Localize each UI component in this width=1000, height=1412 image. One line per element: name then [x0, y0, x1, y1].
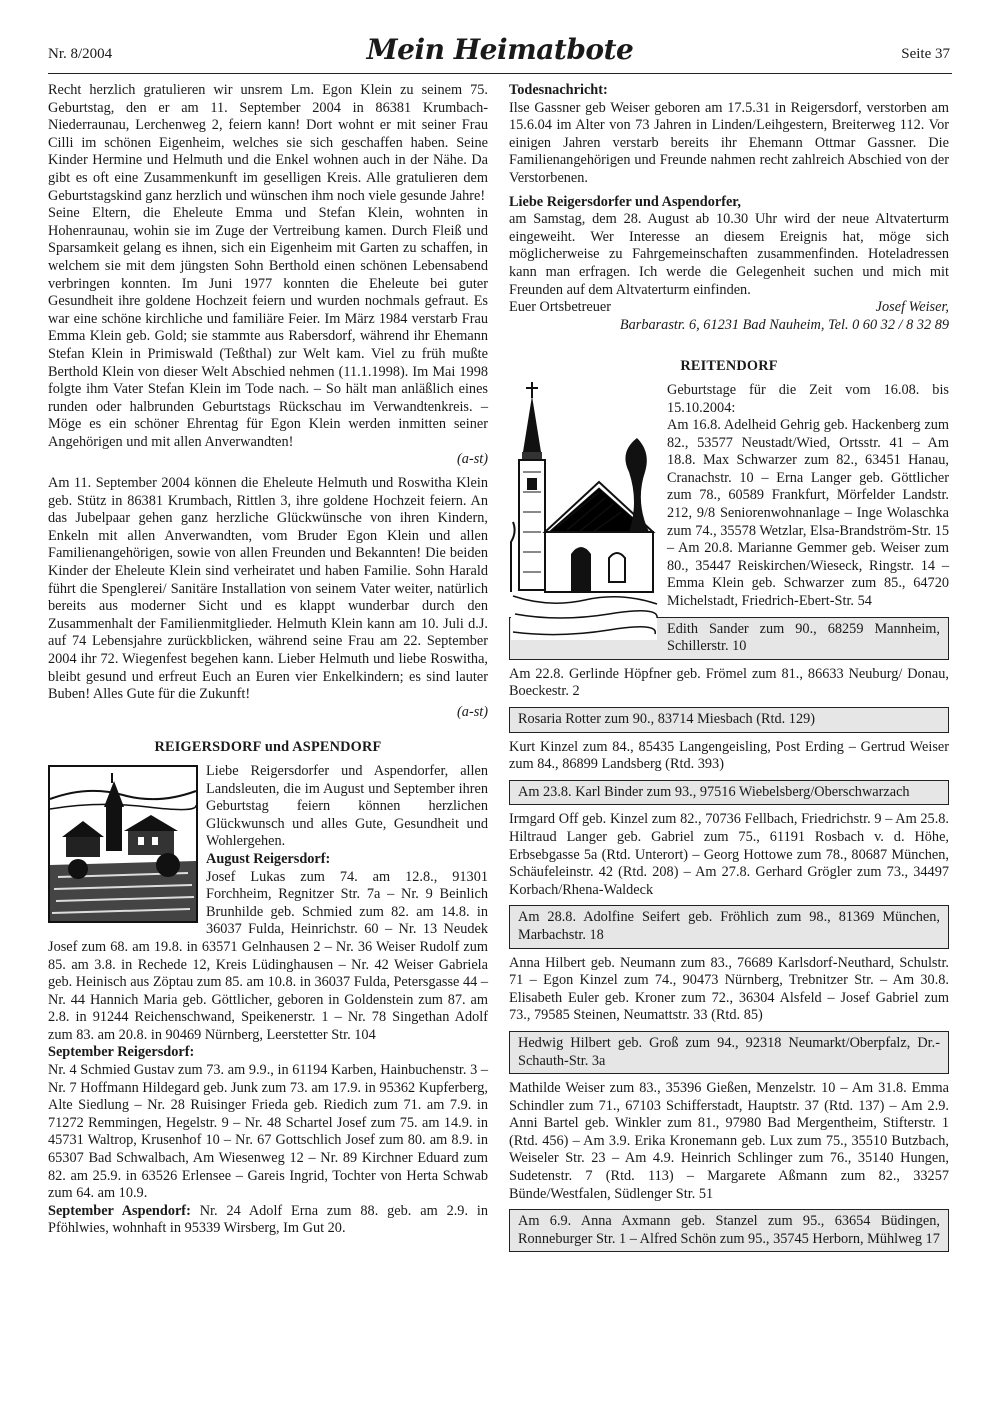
reigersdorf-intro: Liebe Reigersdorfer und Aspendorfer, allen Landsleuten, die im August und September ihren Geburtstag feiern können herzlichen Glückwunsch und alles Gute, Gesundheit und Wohlergehen.: [206, 762, 488, 850]
author-signature: (a-st): [457, 451, 488, 468]
highlight-box-rosaria-rotter: [509, 707, 949, 733]
sign-off: Euer Ortsbetreuer: [509, 299, 612, 316]
section-title-reigersdorf: REIGERSDORF und ASPENDORF: [154, 739, 382, 756]
section-title-reitendorf: REITENDORF: [680, 358, 778, 375]
birthday-entry: Anna Hilbert geb. Neumann zum 83., 76689 Karlsdorf-Neuthard, Schulstr. 71 – Egon Kinzel zum 74., 90473 Nürnberg, Trebnitzer Str. – Am 30.8. Elisabeth Euler geb. Kroner zum 72., 36304 Alsfeld – Josef Gabriel zum 73., 79585 Steinen, Neumattstr. 33 (Rtd. 85): [509, 954, 949, 1024]
box-text: Am 23.8. Karl Binder zum 93., 97516 Wiebelsberg/Oberschwarzach: [518, 783, 910, 800]
sign-name: Josef Weiser,: [875, 299, 949, 316]
box-text: Hedwig Hilbert geb. Groß zum 94., 92318 Neumarkt/Oberpfalz, Dr.-Schauth-Str. 3a: [518, 1034, 940, 1069]
klein-family-paragraph: Seine Eltern, die Eheleute Emma und Stefan Klein, wohnten in Hohenraunau, wohin sie im Zuge der Vertreibung kamen. Durch Fleiß und Sparsamkeit gelang es ihnen, sich ein Eigenheim mit Garten zu schaffen, in welchem sie mit dem jüngsten Sohn Berthold einen schönen Lebensabend verbringen konnten. Im Juni 1977 konnten die Eheleute bei guter Gesundheit ihre goldene Hochzeit feiern und wurden nochmals gefraut. Es war eine schöne kirchliche und familiäre Feier. Im März 1984 verstarb Frau Emma Klein geb. Gold; sie stammte aus Rabersdorf, während ihr Ehemann Stefan Klein in Primiswald (Teßthal) zur Welt kam. Viel zu früh mußte Berthold Klein von dieser Welt Abschied nehmen (11.1.1998). Im Mai 1998 folgte ihm Vater Stefan Klein im Tode nach. – So hält man anläßlich eines runden oder halbrunden Geburtstags Rückschau im Verwandtenkreis. – Möge es ein schöner Ehrentag für Egon Klein werden inmitten seiner Angehörigen und mit allen Anverwandten!: [48, 205, 488, 450]
right-column: [509, 82, 949, 1258]
september-aspendorf-list: Nr. 24 Adolf Erna zum 88. geb. am 2.9. in Pföhlwies, wohnhaft in 95339 Wirsberg, Im Gut 20.: [48, 1202, 489, 1237]
masthead: Mein Heimatbote: [366, 33, 634, 66]
highlight-box-karl-binder: [509, 780, 949, 806]
box-text: Rosaria Rotter zum 90., 83714 Miesbach (Rtd. 129): [518, 711, 816, 727]
box-text: Am 28.8. Adolfine Seifert geb. Fröhlich zum 98., 81369 München, Marbachstr. 18: [518, 909, 940, 943]
highlight-box-anna-axmann: [509, 1209, 949, 1252]
birthday-entry: Irmgard Off geb. Kinzel zum 82., 70736 Fellbach, Friedrichstr. 9 – Am 25.8. Hiltraud Langer geb. Gabriel zum 75., 61191 Rosbach v. d. Höhe, Erbsebgasse 5a (Rtd. Unterort) – Georg Hottowe zum 78., 80687 München, Schäufeleinstr. 42 (Rtd. 208) – Am 27.8. Gerhard Grögler zum 73., 34497 Korbach/Rhena-Waldeck: [509, 811, 949, 898]
highlight-box-hedwig-hilbert: [509, 1031, 949, 1074]
august-reigersdorf-heading: August Reigersdorf:: [206, 850, 331, 867]
september-reigersdorf-list: Nr. 4 Schmied Gustav zum 73. am 9.9., in 61194 Karben, Hainbuchenstr. 3 – Nr. 7 Hoffmann Hildegard geb. Junk zum 73. am 17.9. in 95362 Kupferberg, Alte Siedlung – Nr. 28 Ruisinger Frieda geb. Riedich zum 71. am 7.9. in 71272 Remmingen, Hegelstr. 9 – Nr. 48 Schartel Josef zum 75. am 14.9. in 45731 Waltrop, Krusenhof 10 – Nr. 67 Gottschlich Josef zum 80. am 8.9. in 65307 Bad Schwalbach, Am Wiesenweg 12 – Nr. 89 Kirchner Eduard zum 82. am 25.9. in 63526 Erlensee – Gareis Ingrid, Tochter von Herta Schwab zum 64. am 10.9.: [48, 1062, 488, 1202]
egon-klein-paragraph: Recht herzlich gratulieren wir unsrem Lm. Egon Klein zu seinem 75. Geburtstag, den er am 11. September 2004 in 86381 Krumbach-Niederraunau, Lerchenweg 2, feiern kann! Dort wohnt er mit seiner Frau Cilli im schönen Eigenheim, welches sie sich geschaffen haben. Seine Kinder Hermine und Helmuth und die Enkel wohnen auch in der Nähe. Da gibt es oft eine Zusammenkunft im geselligen Kreis. Alle gratulieren dem Geburtstagskind ganz herzlich und wünschen ihm noch viele gesunde Jahre!: [48, 82, 488, 204]
church-illustration-icon: [509, 382, 659, 642]
box-text: Edith Sander zum 90., 68259 Mannheim, Schillerstr. 10: [667, 620, 940, 655]
birthday-entry: Mathilde Weiser zum 83., 35396 Gießen, Menzelstr. 10 – Am 31.8. Emma Schindler zum 71., 67103 Schifferstadt, Hauptstr. 37 (Rtd. 137) – Am 2.9. Anni Bartel geb. Winkler zum 81., 97980 Bad Mergentheim, Stifterstr. 1 (Rtd. 456) – Am 3.9. Erika Kronemann geb. Lux zum 75., 35510 Butzbach, Weiseler Str. 23 – Am 4.9. Heinrich Schlinger zum 76., 35140 Hungen, Sudetenstr. 7 (Rtd. 113) – Margarete Aßmann zum 82., 33257 Bünde/Westfalen, Südlenger Str. 51: [509, 1080, 949, 1202]
reitendorf-intro: Geburtstage für die Zeit vom 16.08. bis 15.10.2004:: [667, 381, 949, 416]
death-notice-heading: Todesnachricht:: [509, 82, 608, 98]
sign-address: Barbarastr. 6, 61231 Bad Nauheim, Tel. 0 60 32 / 8 32 89: [619, 316, 949, 333]
left-column: [48, 82, 488, 1238]
village-illustration-icon: [48, 765, 198, 923]
issue-number: Nr. 8/2004: [48, 46, 113, 62]
august-reigersdorf-list: Josef Lukas zum 74. am 12.8., 91301 Forchheim, Regnitzer Str. 7a – Nr. 9 Beinlich Brunhilde geb. Schmied zum 82. am 14.8. in 36037 Fulda, Heinrichstr. 60 – Nr. 13 Neudek Josef zum 68. am 19.8. in 63571 Gelnhausen 2 – Nr. 36 Weiser Rudolf zum 85. am 3.8. in Rechede 12, Kreis Lüdinghausen – Nr. 42 Weiser Gabriela geb. Heinisch aus Zöptau zum 85. am 10.8. in 36037 Fulda, Petersgasse 44 – Nr. 44 Hannich Maria geb. Göttlicher, geboren in Goldenstein zum 87. am 2.8. in 91244 Reichenschwand, Speikenerstr. 1 – Nr. 78 Singethan Adolf zum 83. am 20.8. in 90469 Nürnberg, Leerstetter Str. 104: [48, 868, 488, 1043]
highlight-box-adolfine-seifert: [509, 905, 949, 948]
golden-wedding-paragraph: Am 11. September 2004 können die Eheleute Helmuth und Roswitha Klein geb. Stütz in 86381 Krumbach, Rittlen 3, ihre goldene Hochzeit feiern. An das Jubelpaar gehen ganz herzliche Glückwünsche von ihren Kindern, Enkeln mit allen Anverwandten, vom Bruder Egon Klein und allen Familienangehörigen, sowie von allen Freunden und Bekannten! Die beiden Kinder der Eheleute Klein sind verheiratet und haben Familie. Sohn Harald führt die Spenglerei/ Sanitäre Installation von seinem Vater weiter, natürlich bereits aus moderner Sicht und es klappt wunderbar durch den Zusammenhalt der Familienmitglieder. Helmuth Klein kann am 10. Juli d.J. auf 74 Lebensjahre zurückblicken, während seine Frau am 22. September 2004 ihr 72. Wiegenfest begehen kann. Lieber Helmuth und liebe Roswitha, bleibt gesund und erfreut Euch an Euren vier Enkelkindern; es sind lauter Buben! Alles Gute für die Zukunft!: [48, 475, 488, 703]
page-number: Seite 37: [901, 46, 950, 62]
birthday-entry: Am 22.8. Gerlinde Höpfner geb. Frömel zum 81., 86633 Neuburg/ Donau, Boeckestr. 2: [509, 665, 949, 700]
header-rule: [48, 73, 952, 74]
birthday-entry: Kurt Kinzel zum 84., 85435 Langengeisling, Post Erding – Gertrud Weiser zum 84., 86899 Landsberg (Rtd. 393): [509, 738, 949, 773]
september-aspendorf-heading: September Aspendorf:: [48, 1202, 191, 1219]
greeting-text: am Samstag, dem 28. August ab 10.30 Uhr wird der neue Altvaterturm eingeweiht. Wer Interesse an diesem Ereignis hat, möge sich möglicherweise zu Fahrgemeinschaften zusammenfinden. Hoteladressen kann man erfragen. Ich werde die Gelegenheit suchen und mich mit Freunden auf dem Altvaterturm einfinden.: [509, 211, 949, 298]
september-reigersdorf-heading: September Reigersdorf:: [48, 1044, 195, 1061]
greeting-heading: Liebe Reigersdorfer und Aspendorfer,: [509, 193, 741, 210]
box-text: Am 6.9. Anna Axmann geb. Stanzel zum 95., 63654 Büdingen, Ronneburger Str. 1 – Alfred Schön zum 95., 35745 Herborn, Mühlweg 17: [518, 1213, 940, 1247]
reitendorf-birthday-list: Am 16.8. Adelheid Gehrig geb. Hackenberg zum 82., 53577 Neustadt/Wied, Ortsstr. 41 – Am 18.8. Max Schwarzer zum 82., 63451 Hanau, Cranachstr. 10 – Erna Langer geb. Göttlicher zum 78., 60589 Frankfurt, Mörfelder Landstr. 212, 9/8 Seniorenwohnanlage – Inge Wolaschka zum 74., 35578 Wetzlar, Elsa-Brandström-Str. 15 – Am 20.8. Marianne Gemmer geb. Weiser zum 80., 35447 Reiskirchen/Wieseck, Ringstr. 14 – Emma Klein geb. Schwarzer zum 85., 64720 Michelstadt, Friedrich-Ebert-Str. 54: [667, 417, 949, 610]
author-signature: (a-st): [457, 703, 488, 720]
death-notice-text: Ilse Gassner geb Weiser geboren am 17.5.31 in Reigersdorf, verstorben am 15.6.04 im Alter von 73 Jahren in Linden/Leihgestern, Breiterweg 112. Vor einigen Jahren verstarb bereits ihr Ehemann Ottmar Gassner. Die Familienangehörigen und Freunde nahmen recht zahlreich Abschied von der Verstorbenen.: [509, 99, 949, 186]
